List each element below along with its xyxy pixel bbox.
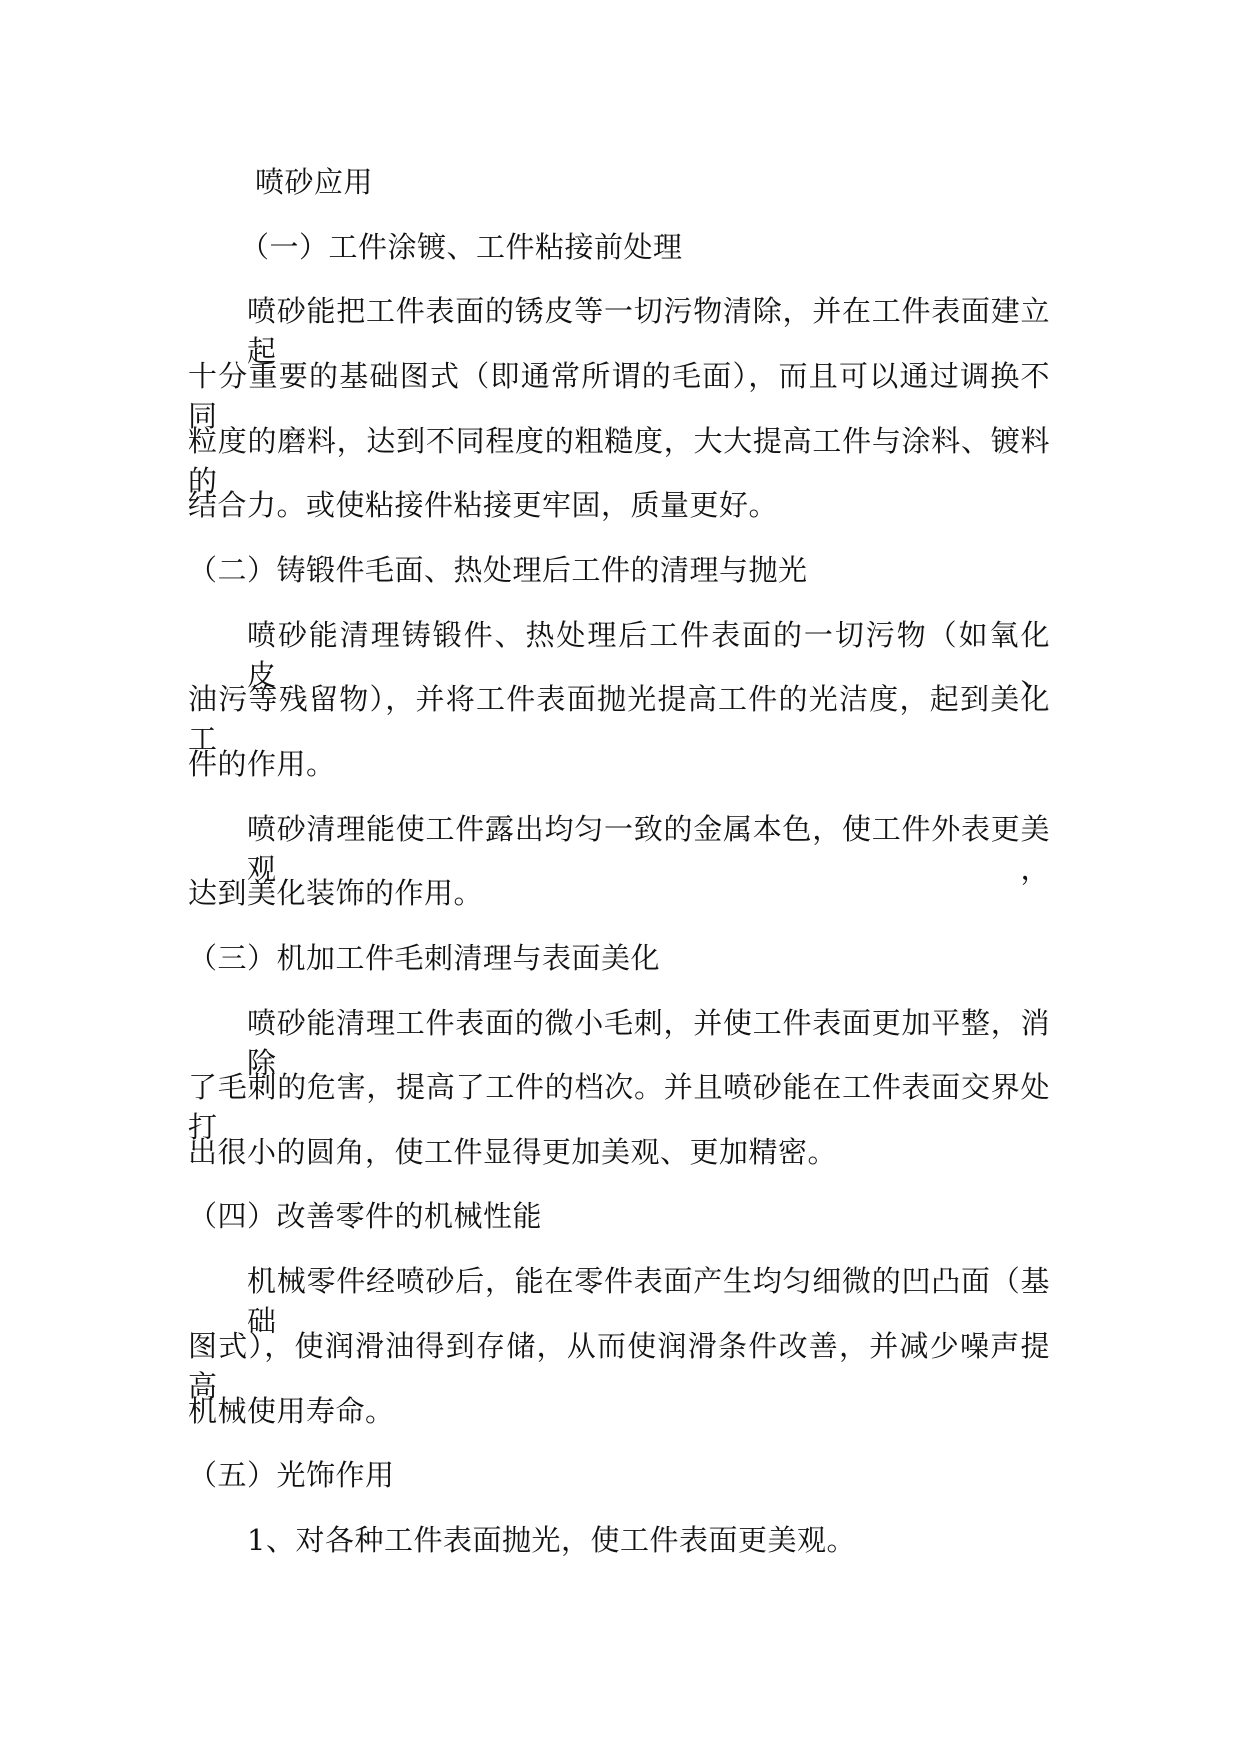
section-heading-2: （二）铸锻件毛面、热处理后工件的清理与抛光 [188,553,808,587]
paragraph-line: 喷砂清理能使工件露出均匀一致的金属本色，使工件外表更美观， [247,812,1050,886]
paragraph-line: 图式），使润滑油得到存储，从而使润滑条件改善，并减少噪声提高 [188,1329,1050,1403]
paragraph-line: 油污等残留物），并将工件表面抛光提高工件的光洁度，起到美化工 [188,682,1050,756]
paragraph-line: 喷砂能清理铸锻件、热处理后工件表面的一切污物（如氧化皮、 [247,618,1050,692]
paragraph-line: 机械使用寿命。 [188,1394,395,1428]
section-heading-5: （五）光饰作用 [188,1458,395,1492]
paragraph-line: 十分重要的基础图式（即通常所谓的毛面），而且可以通过调换不同 [188,359,1050,433]
section-heading-4: （四）改善零件的机械性能 [188,1199,543,1233]
paragraph-line: 机械零件经喷砂后，能在零件表面产生均匀细微的凹凸面（基础 [247,1264,1050,1338]
paragraph-line: 喷砂能清理工件表面的微小毛刺，并使工件表面更加平整，消除 [247,1006,1050,1080]
paragraph-line: 了毛刺的危害，提高了工件的档次。并且喷砂能在工件表面交界处打 [188,1070,1050,1144]
paragraph-line: 达到美化装饰的作用。 [188,876,484,910]
document-title: 喷砂应用 [255,165,374,199]
section-heading-1: （一）工件涂镀、工件粘接前处理 [240,230,683,264]
paragraph-line: 喷砂能把工件表面的锈皮等一切污物清除，并在工件表面建立起 [247,294,1050,368]
paragraph-line: 结合力。或使粘接件粘接更牢固，质量更好。 [188,488,779,522]
section-heading-3: （三）机加工件毛刺清理与表面美化 [188,941,661,975]
paragraph-line: 1、对各种工件表面抛光，使工件表面更美观。 [247,1523,856,1557]
paragraph-line: 出很小的圆角，使工件显得更加美观、更加精密。 [188,1135,838,1169]
paragraph-line: 件的作用。 [188,747,336,781]
paragraph-line: 粒度的磨料，达到不同程度的粗糙度，大大提高工件与涂料、镀料的 [188,424,1050,498]
